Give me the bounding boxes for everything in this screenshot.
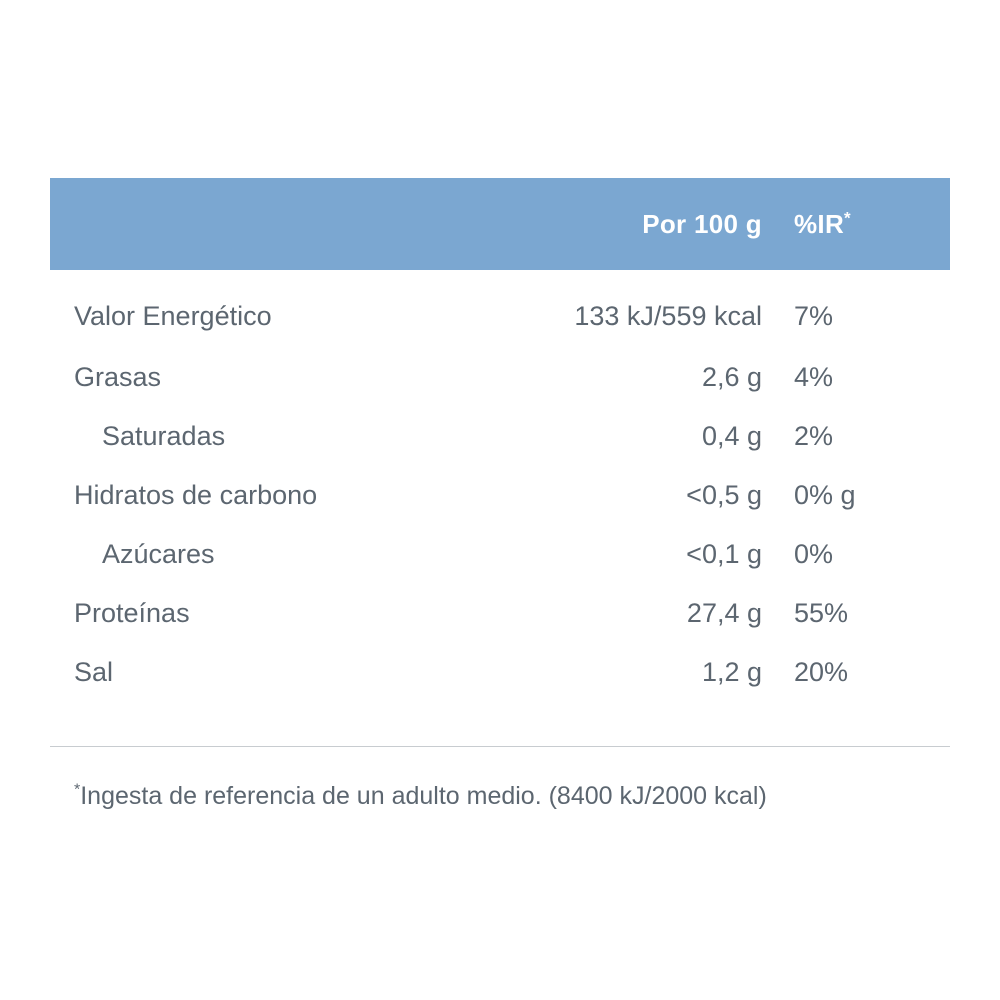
nutrient-value: 1,2 g bbox=[701, 657, 762, 687]
nutrient-ri: 20% bbox=[794, 657, 849, 687]
header-per-100g-column bbox=[554, 178, 788, 270]
header-ri-column bbox=[788, 178, 950, 270]
nutrient-ri: 55% bbox=[794, 598, 849, 628]
nutrient-name: Saturadas bbox=[102, 421, 226, 451]
nutrient-name: Proteínas bbox=[74, 598, 190, 628]
header-per-100g-label: Por 100 g bbox=[642, 208, 762, 239]
table-bottom-divider bbox=[50, 746, 950, 747]
table-row bbox=[50, 407, 950, 466]
nutrient-name: Hidratos de carbono bbox=[74, 480, 318, 510]
nutrient-value: 2,6 g bbox=[701, 362, 762, 392]
header-ri-superscript: * bbox=[844, 207, 851, 227]
table-row bbox=[50, 270, 950, 348]
table-row bbox=[50, 643, 950, 702]
nutrient-ri: 4% bbox=[794, 362, 834, 392]
header-nutrient-column bbox=[50, 178, 554, 270]
nutrition-table bbox=[50, 178, 950, 702]
footnote-text: Ingesta de referencia de un adulto medio. (8400 kJ/2000 kcal) bbox=[80, 782, 767, 810]
table-header-row bbox=[50, 178, 950, 270]
nutrient-value: 133 kJ/559 kcal bbox=[574, 300, 762, 331]
table-body bbox=[50, 270, 950, 702]
table-row bbox=[50, 466, 950, 525]
reference-intake-footnote bbox=[74, 782, 954, 811]
table-header bbox=[50, 178, 950, 270]
nutrient-name: Azúcares bbox=[102, 539, 215, 569]
nutrient-ri: 7% bbox=[794, 300, 834, 331]
nutrient-ri: 0% bbox=[794, 539, 834, 569]
nutrient-value: 27,4 g bbox=[686, 598, 762, 628]
nutrient-name: Sal bbox=[74, 657, 114, 687]
nutrient-value: <0,5 g bbox=[686, 480, 762, 510]
table-row bbox=[50, 525, 950, 584]
header-ri-label: %IR bbox=[794, 208, 845, 239]
nutrient-value: 0,4 g bbox=[701, 421, 762, 451]
nutrient-value: <0,1 g bbox=[686, 539, 762, 569]
nutrient-name: Valor Energético bbox=[74, 300, 272, 331]
nutrient-name: Grasas bbox=[74, 362, 162, 392]
table-row bbox=[50, 348, 950, 407]
table-row bbox=[50, 584, 950, 643]
nutrient-ri: 2% bbox=[794, 421, 834, 451]
nutrient-ri: 0% g bbox=[794, 480, 856, 510]
nutrition-values-table bbox=[50, 178, 950, 702]
footnote-superscript: * bbox=[74, 781, 81, 799]
